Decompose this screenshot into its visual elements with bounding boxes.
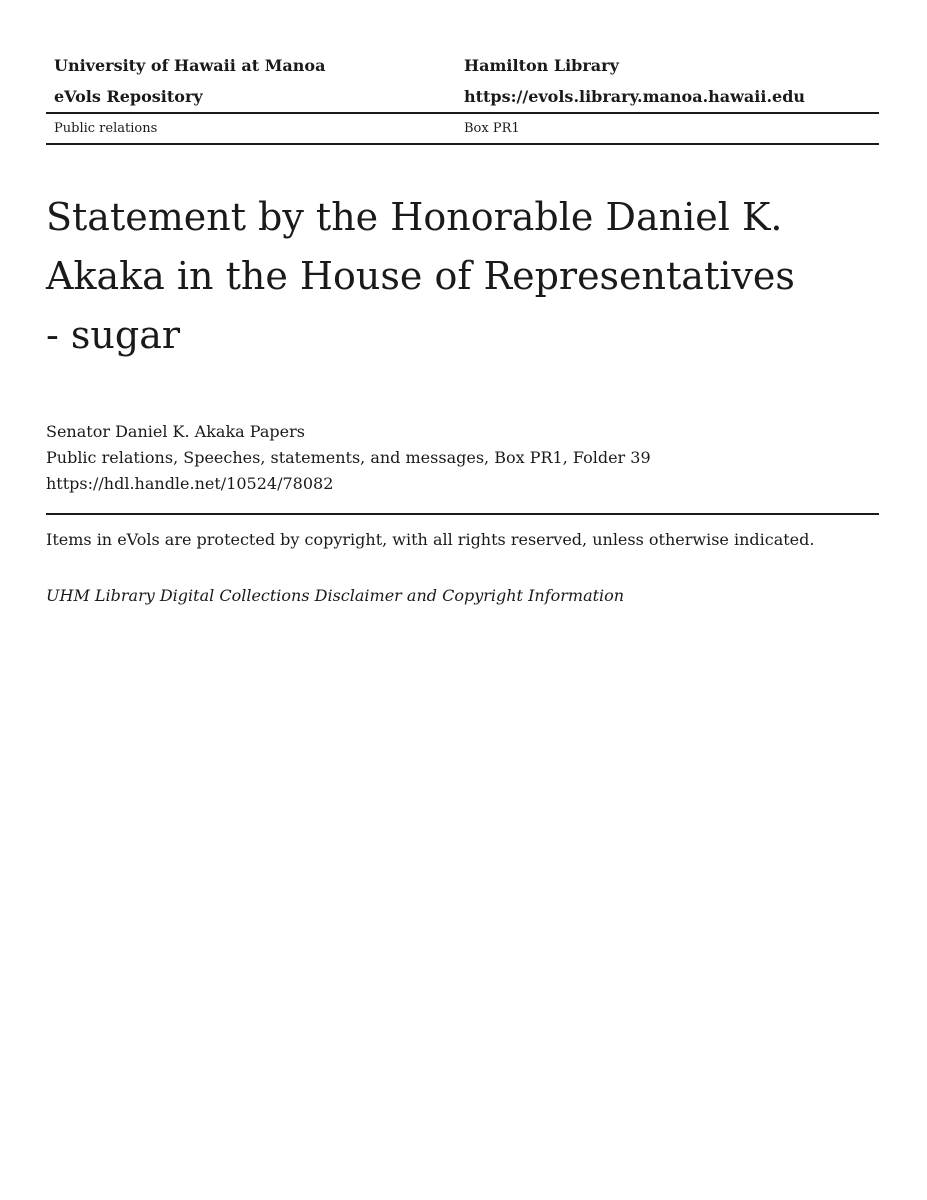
collection-name: Public relations [54,121,158,136]
handle-link[interactable]: https://hdl.handle.net/10524/78082 [46,474,334,493]
box-label: Box PR1 [464,121,520,136]
institution-name: University of Hawaii at Manoa [54,56,326,75]
document-page [46,0,879,1200]
disclaimer-link[interactable]: UHM Library Digital Collections Disclaimer and Copyright Information [46,586,625,605]
folder-location: Public relations, Speeches, statements, and messages, Box PR1, Folder 39 [46,448,651,467]
repository-url[interactable]: https://evols.library.manoa.hawaii.edu [464,87,806,106]
header-row-collection [46,114,879,143]
header-row-repository [46,81,879,112]
library-name: Hamilton Library [464,56,619,75]
document-title: Statement by the Honorable Daniel K. Akaka in the House of Representatives - sugar [46,195,795,357]
document-metadata [46,419,879,497]
metadata-divider [46,513,879,515]
header-row-institution [46,50,879,81]
papers-name: Senator Daniel K. Akaka Papers [46,422,305,441]
repository-name: eVols Repository [54,87,203,106]
rights-statement: Items in eVols are protected by copyright, with all rights reserved, unless otherwise indicated. [46,530,815,549]
header-table [46,50,879,145]
header-bottom-divider [46,143,879,145]
